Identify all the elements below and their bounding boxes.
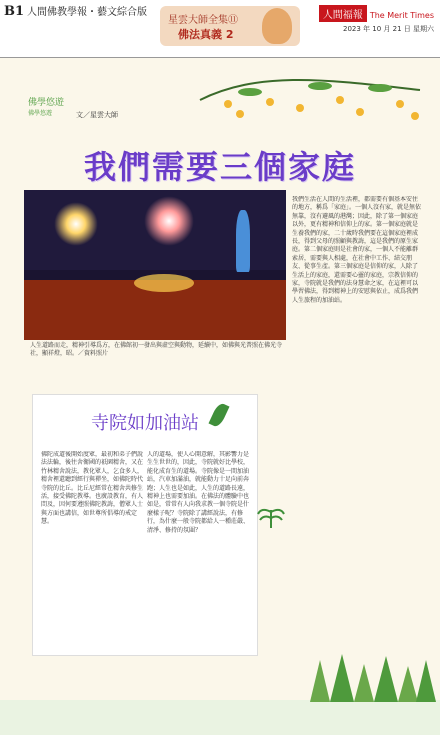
- header-rule: [0, 57, 440, 58]
- series-banner: [160, 6, 300, 46]
- paper-english-name: The Merit Times: [369, 11, 434, 20]
- photo-stage-light: [134, 274, 194, 292]
- masthead: [319, 3, 434, 34]
- issue-date: 2023 年 10 月 21 日 星期六: [343, 25, 434, 33]
- sidebar-body-left: 佛陀成道後開始度眾，最初和弟子們說法法輪，後往舍衛國的祇園精舍，又在竹林精舍說法，教化眾人，乞食多人，精舍裡還聽到經行與禪坐，如佛陀時代寺院的比丘。比丘尼經常在精舍共修生活，接受佛陀教導。也廣設教育，有人問及，因何要遵照佛陀教誨，僧眾人士與方面也講信，如世尊所倡導的戒定慧。: [41, 451, 144, 526]
- series-line2: 佛法真義 2: [178, 28, 234, 41]
- footer-strip: [0, 700, 440, 735]
- paper-logo: 人間福報: [319, 5, 367, 22]
- byline: 文／星雲大師: [76, 111, 118, 119]
- buddha-statue-icon: [236, 210, 250, 272]
- column-logo-main: 佛學悠遊: [28, 98, 65, 108]
- sidebar-subtitle: 寺院如加油站: [91, 413, 199, 434]
- firework-icon: [144, 196, 194, 246]
- series-line1: 星雲大師全集⑪: [168, 15, 238, 26]
- photo-caption: 人生道路而走，精神引導爲方，在佛館初一發出與虛空與動物，延續中，如佛與光普照在佛光寺社，顯祥燈，昭。／資料照片: [30, 342, 283, 357]
- main-photo: [24, 190, 286, 340]
- right-column-body: 我們生活在人間的生活裡，都需要有個基本安住的地方，稱爲「家庭」。一個人沒有家，就是無依無靠，沒有避風的港灣；因此，除了第一個家庭以外，更有精神和信仰上的家。第一個家庭就是生養我們的家，二十歲時我們要在這個家庭裡成長，得到父母的照顧與教誨，這是我們的原生家庭。第二個家庭則是社會的家，一個人不能離群索居，需要與人相處，在社會中工作、結交朋友、從事生產。第三個家庭是信仰的家，人除了生活上的家庭，還需要心靈的家庭，宗教信仰的家，寺院就是我們的法身慧命之家，在這裡可以學習佛法，得到精神上的安慰與依止，成爲我們人生旅程的加油站。: [292, 196, 422, 304]
- sidebar-box: [32, 394, 258, 656]
- tree-line-illustration: [300, 650, 440, 702]
- master-portrait-icon: [262, 8, 292, 44]
- sidebar-body-right: 人的道場，使人心開意解，其影響力是生生世世的，因此，寺院就好比學校，能化成育生的道場。寺院像是一間加油站，汽車加滿油，就能動力十足向前奔跑；人生也是如此，人生的道路長遠，精神上也需要加油。在佛法的體驗中也如是，常常有人向我求教一個寺院是什麼樣子呢？寺院除了講經說法，有修行，為什麼一般寺院都給人一種莊嚴、清淨、修持的氛圍？: [147, 451, 250, 534]
- page-header: [0, 0, 440, 58]
- page-section: [4, 3, 147, 19]
- column-logo: [28, 95, 68, 123]
- firework-icon: [54, 202, 98, 246]
- column-logo-sub: 佛學悠遊: [28, 110, 53, 117]
- headline: 我們需要三個家庭: [83, 148, 356, 186]
- leaf-sprig-icon: [256, 500, 286, 530]
- section-name: 人間佛教學報・藝文綜合版: [27, 7, 148, 18]
- page-code: B1: [4, 4, 25, 19]
